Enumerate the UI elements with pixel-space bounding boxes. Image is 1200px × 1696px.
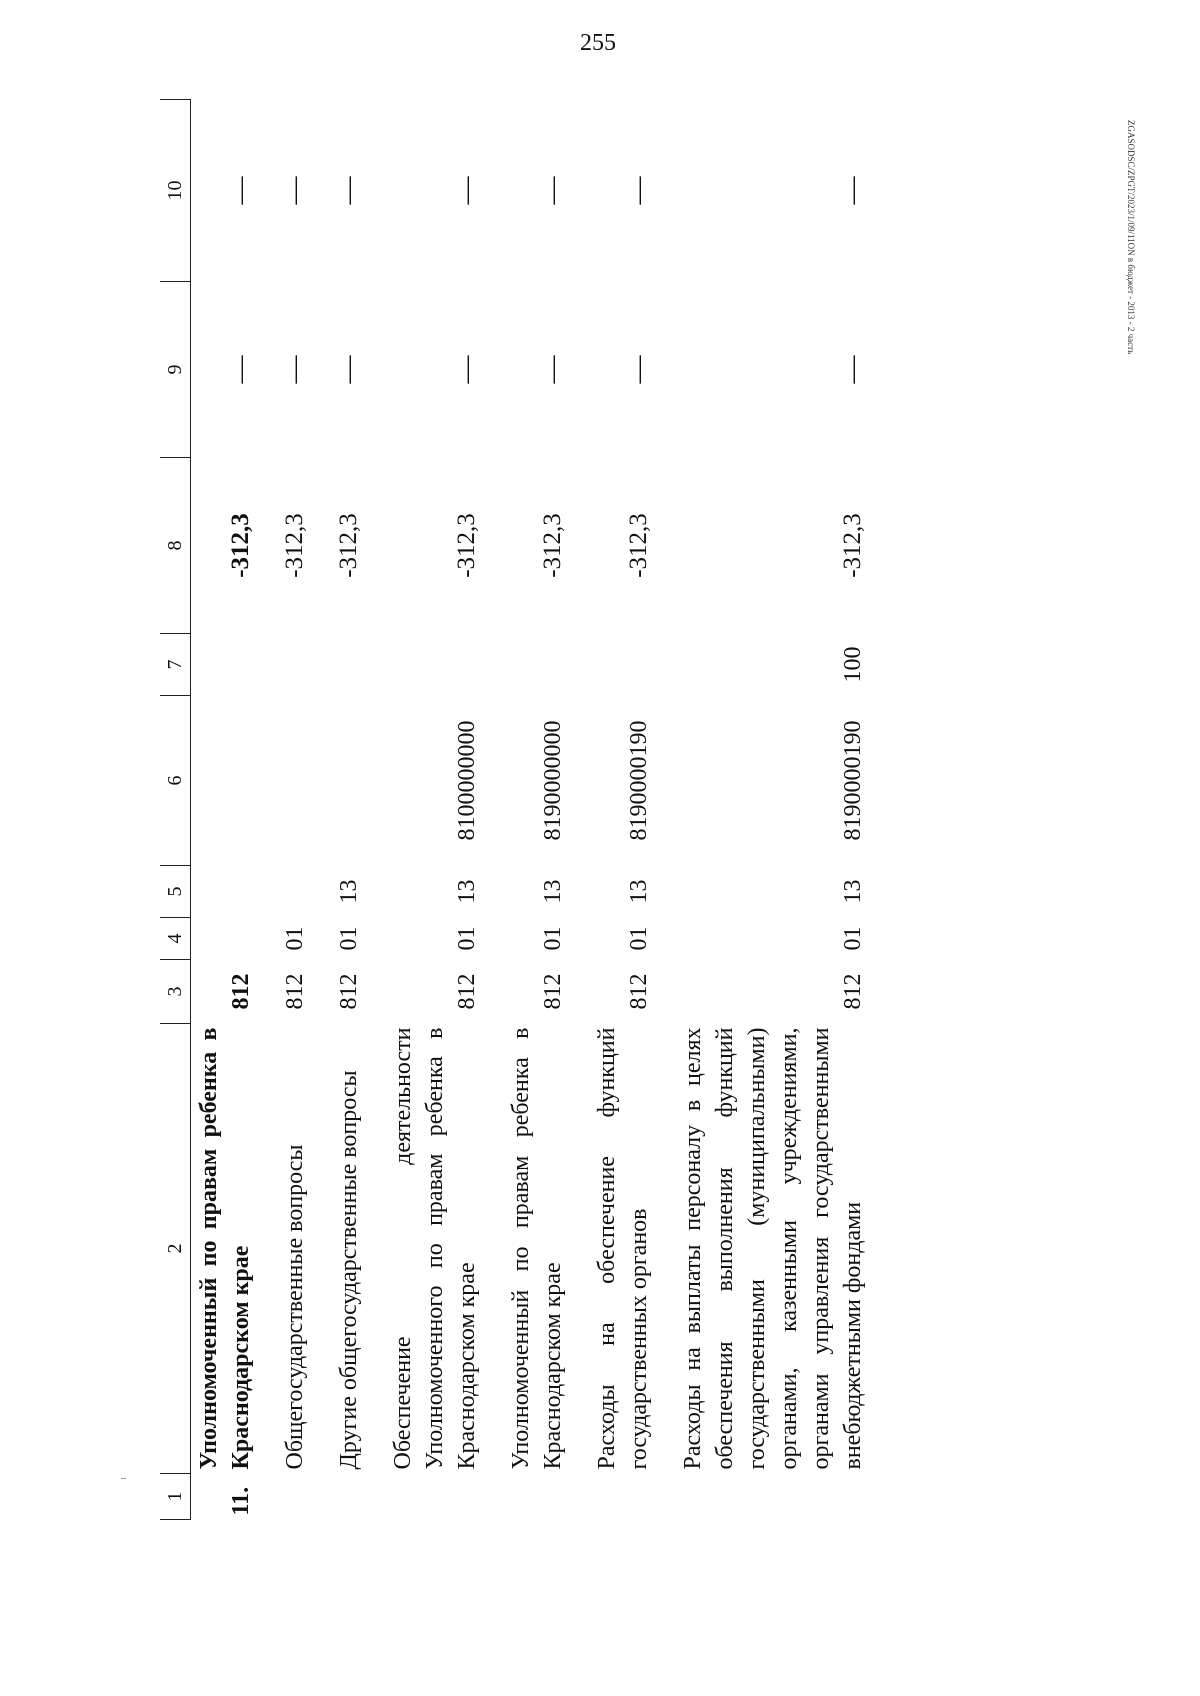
cell-ministry-code: 812	[228, 973, 254, 1010]
cell-subsection: 13	[540, 879, 566, 904]
cell-col10: —	[537, 176, 568, 205]
cell-section: 01	[840, 926, 866, 951]
column-header: 4	[160, 918, 191, 960]
cell-ministry-code: 812	[626, 973, 652, 1010]
cell-expense-type	[317, 634, 371, 696]
column-header: 10	[160, 100, 191, 282]
cell-expense-type	[263, 634, 317, 696]
cell-col10: —	[279, 176, 310, 205]
row-description: Расходы на выплаты персоналу в целях обеспечения выполнения функций государственными (муниципальными) органами, казенными учреждениями, органами управления государственными внебюджетными фондами	[680, 1027, 866, 1470]
cell-amount: -312,3	[227, 513, 254, 578]
cell-amount: -312,3	[335, 513, 362, 578]
cell-col9: —	[225, 355, 256, 384]
row-description: Общегосударственные вопросы	[282, 1144, 308, 1470]
cell-subsection: 13	[626, 879, 652, 904]
cell-col9: —	[279, 355, 310, 384]
cell-expense-type	[191, 634, 264, 696]
cell-target-article: 8190000190	[840, 720, 866, 841]
column-header: 1	[160, 1474, 191, 1520]
cell-col10: —	[225, 176, 256, 205]
cell-amount: -312,3	[453, 513, 480, 578]
rotated-budget-table	[160, 100, 1000, 1520]
document-footer-code: ZGASODSC/ZPGТ/2023/1/09/11ON в бюджет - 2013 - 2 часть	[1126, 120, 1136, 355]
cell-amount: -312,3	[625, 513, 652, 578]
budget-table	[160, 99, 875, 1520]
cell-subsection: 13	[840, 879, 866, 904]
cell-col9: —	[333, 355, 364, 384]
row-number	[661, 1474, 875, 1520]
table-row	[661, 100, 875, 1520]
row-number	[317, 1474, 371, 1520]
cell-subsection: 13	[454, 879, 480, 904]
cell-subsection: 13	[336, 879, 362, 904]
row-number	[575, 1474, 661, 1520]
cell-col10: —	[451, 176, 482, 205]
row-description: Уполномоченный по правам ребенка в Краснодарском крае	[196, 1027, 254, 1470]
table-header-row	[160, 100, 191, 1520]
cell-ministry-code: 812	[540, 973, 566, 1010]
page-number: 255	[580, 30, 616, 56]
table-row	[489, 100, 575, 1520]
cell-amount: -312,3	[539, 513, 566, 578]
row-description: Расходы на обеспечение функций государственных органов	[594, 1027, 652, 1470]
cell-section	[191, 918, 264, 960]
column-header: 3	[160, 960, 191, 1024]
cell-subsection	[263, 866, 317, 918]
cell-target-article: 8100000000	[454, 720, 480, 841]
cell-col9: —	[451, 355, 482, 384]
cell-col9: —	[623, 355, 654, 384]
cell-amount: -312,3	[839, 513, 866, 578]
cell-target-article	[317, 696, 371, 866]
cell-ministry-code: 812	[840, 973, 866, 1010]
cell-expense-type	[371, 634, 489, 696]
cell-ministry-code: 812	[282, 973, 308, 1010]
row-number	[371, 1474, 489, 1520]
column-header: 7	[160, 634, 191, 696]
cell-col9: —	[537, 355, 568, 384]
table-row	[263, 100, 317, 1520]
cell-section: 01	[626, 926, 652, 951]
cell-subsection	[191, 866, 264, 918]
scan-artifact	[121, 1478, 126, 1479]
cell-target-article	[263, 696, 317, 866]
cell-ministry-code: 812	[336, 973, 362, 1010]
table-row	[575, 100, 661, 1520]
row-number: 11.	[228, 1486, 254, 1516]
column-header: 8	[160, 458, 191, 634]
row-number	[263, 1474, 317, 1520]
row-number	[489, 1474, 575, 1520]
cell-target-article	[191, 696, 264, 866]
column-header: 9	[160, 282, 191, 458]
cell-col10: —	[333, 176, 364, 205]
cell-section: 01	[336, 926, 362, 951]
column-header: 5	[160, 866, 191, 918]
column-header: 2	[160, 1024, 191, 1474]
cell-expense-type	[575, 634, 661, 696]
cell-amount: -312,3	[281, 513, 308, 578]
row-description: Другие общегосударственные вопросы	[336, 1070, 362, 1470]
cell-target-article: 8190000000	[540, 720, 566, 841]
cell-ministry-code: 812	[454, 973, 480, 1010]
cell-col10: —	[623, 176, 654, 205]
cell-expense-type	[489, 634, 575, 696]
cell-section: 01	[282, 926, 308, 951]
column-header: 6	[160, 696, 191, 866]
table-row	[371, 100, 489, 1520]
table-row	[317, 100, 371, 1520]
cell-target-article: 8190000190	[626, 720, 652, 841]
row-description: Уполномоченный по правам ребенка в Краснодарском крае	[508, 1027, 566, 1470]
table-row	[191, 100, 264, 1520]
row-description: Обеспечение деятельности Уполномоченного по правам ребенка в Краснодарском крае	[390, 1027, 480, 1470]
cell-section: 01	[540, 926, 566, 951]
cell-col9: —	[837, 355, 868, 384]
cell-expense-type: 100	[840, 646, 866, 683]
cell-section: 01	[454, 926, 480, 951]
cell-col10: —	[837, 176, 868, 205]
